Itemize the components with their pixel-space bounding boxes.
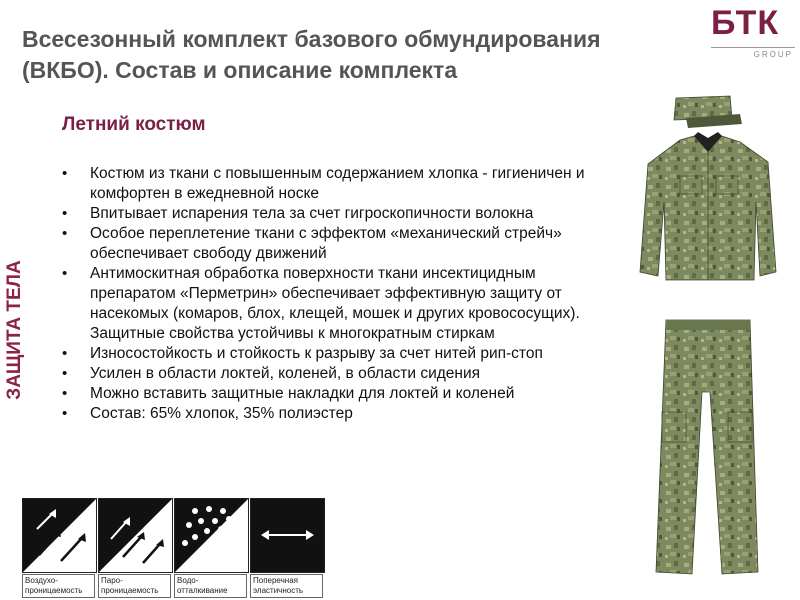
btk-group-logo <box>711 4 795 59</box>
uniform-illustration <box>628 92 788 592</box>
property-air-permeability <box>22 498 97 600</box>
feature-item: • Износостойкость и стойкость к разрыву за счет нитей рип-стоп <box>62 344 622 364</box>
water-repellency-icon <box>174 498 249 573</box>
feature-item: • Можно вставить защитные накладки для локтей и коленей <box>62 384 622 404</box>
feature-item: • Впитывает испарения тела за счет гигроскопичности волокна <box>62 204 622 224</box>
feature-item: • Особое переплетение ткани с эффектом «механический стрейч» обеспечивает свободу движений <box>62 224 622 264</box>
feature-item: • Костюм из ткани с повышенным содержанием хлопка - гигиеничен и комфортен в ежедневной носке <box>62 164 622 204</box>
property-label: Воздухо-проницаемость <box>22 574 95 598</box>
property-water-repellency <box>174 498 249 600</box>
jacket-image <box>640 132 776 280</box>
logo-divider <box>711 47 795 48</box>
property-label: Водо-отталкивание <box>174 574 247 598</box>
fabric-properties <box>22 498 332 600</box>
feature-list <box>62 164 622 424</box>
vapor-permeability-icon <box>98 498 173 573</box>
property-vapor-permeability <box>98 498 173 600</box>
page-title: Всесезонный комплект базового обмундирования (ВКБО). Состав и описание комплекта <box>22 26 601 83</box>
feature-item: • Антимоскитная обработка поверхности ткани инсектицидным препаратом «Перметрин» обеспечивает эффективную защиту от насекомых (комаров, блох, клещей, мошек и других кровососущих). Защитные свойства устойчивы к многократным стиркам <box>62 264 622 344</box>
property-label: Паро-проницаемость <box>98 574 171 598</box>
side-section-label <box>0 250 30 410</box>
logo-sub-text: GROUP <box>753 50 793 59</box>
property-transverse-elasticity <box>250 498 325 600</box>
feature-item: • Состав: 65% хлопок, 35% полиэстер <box>62 404 622 424</box>
cap-image <box>674 96 742 128</box>
property-label: Поперечная эластичность <box>250 574 323 598</box>
side-section-label-text: ЗАЩИТА ТЕЛА <box>4 260 25 400</box>
trousers-image <box>656 320 758 574</box>
section-title: Летний костюм <box>62 114 206 135</box>
air-permeability-icon <box>22 498 97 573</box>
logo-main-text: БТК <box>711 4 780 42</box>
transverse-elasticity-icon <box>250 498 325 573</box>
feature-item: • Усилен в области локтей, коленей, в области сидения <box>62 364 622 384</box>
